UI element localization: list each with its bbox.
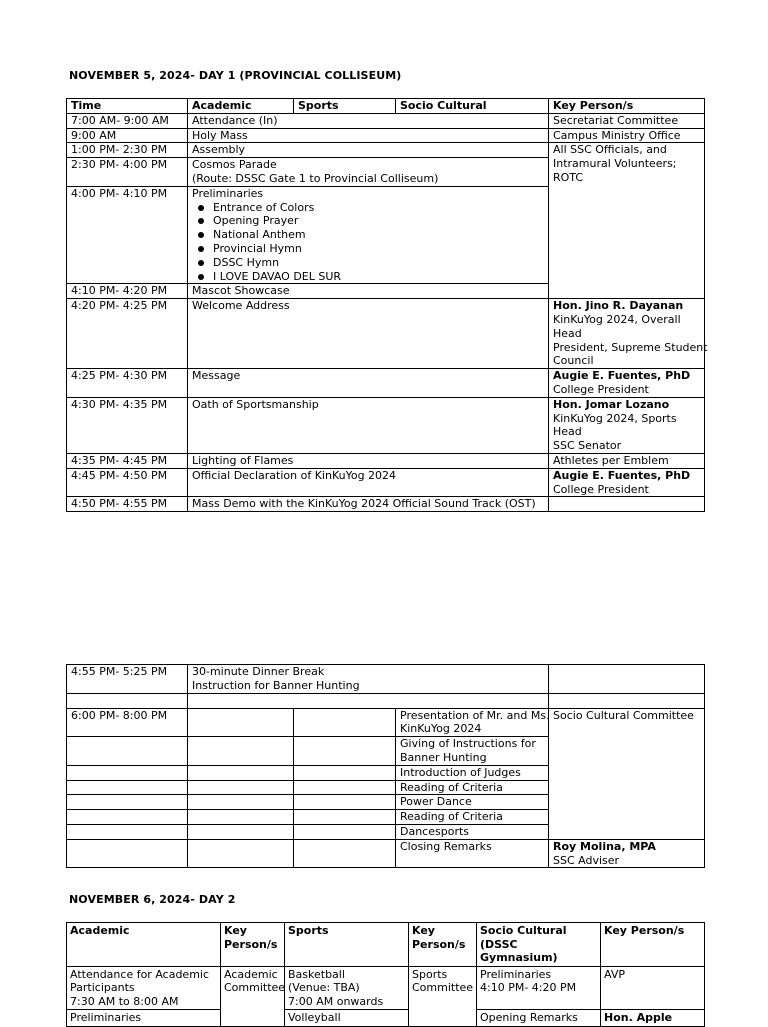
key-person-cell [549,839,705,868]
socio-cell: Dancesports [396,824,549,839]
academic-line: Attendance for Academic [70,967,210,981]
academic-cell [188,810,294,825]
activity-line: Preliminaries [192,186,264,200]
time-cell [67,737,188,766]
table-row [67,453,705,468]
key-person-name: Augie E. Fuentes, PhD [553,369,691,383]
table-row [67,299,705,369]
key-person-line: Committee [412,981,474,994]
activity-cell: Message [188,369,549,398]
activity-cell: Welcome Address [188,299,549,369]
sports-cell [294,708,396,737]
day1-heading: NOVEMBER 5, 2024- DAY 1 (PROVINCIAL COLLISEUM) [69,69,402,82]
key-person-cell [549,397,705,453]
activity-line: 30-minute Dinner Break [192,665,325,678]
time-cell [67,780,188,795]
academic-cell [67,966,221,1010]
activity-cell [188,665,549,694]
socio-cell: Opening Remarks [477,1010,601,1027]
key-person-cell: Secretariat Committee [549,113,705,128]
header-sports: Sports [285,923,409,967]
activity-line: (Route: DSSC Gate 1 to Provincial Colliseum) [192,171,439,185]
key-person-cell: Campus Ministry Office [549,128,705,143]
key-person-line: College President [553,482,649,496]
activity-cell: Holy Mass [188,128,549,143]
key-person-cell: Athletes per Emblem [549,453,705,468]
key-person-line: Council [553,354,594,368]
sports-cell [294,839,396,868]
socio-line: Banner Hunting [400,750,487,764]
activity-cell: Oath of Sportsmanship [188,397,549,453]
day2-heading: NOVEMBER 6, 2024- DAY 2 [69,893,236,906]
time-cell: 4:10 PM- 4:20 PM [67,284,188,299]
academic-cell [188,839,294,868]
socio-cell: Reading of Criteria [396,810,549,825]
header-socio-cultural: Socio Cultural [396,99,549,114]
socio-line: Giving of Instructions for [400,737,536,751]
socio-cell [477,966,601,1010]
time-cell: 4:55 PM- 5:25 PM [67,665,188,694]
time-cell [67,810,188,825]
activity-line: Cosmos Parade [192,158,277,172]
socio-line: 4:10 PM- 4:20 PM [480,981,577,994]
table-row [67,113,705,128]
key-person-line: Head [553,425,582,439]
header-key-persons [221,923,285,967]
table-row [67,665,705,694]
table-row [67,693,705,708]
header-time: Time [67,99,188,114]
day1-schedule-table [66,98,708,512]
header-line: Key [224,924,247,937]
academic-cell [188,795,294,810]
header-line: Key [412,924,435,937]
academic-cell [188,780,294,795]
sports-line: (Venue: TBA) [288,981,360,994]
table-row [67,128,705,143]
activity-cell: Mass Demo with the KinKuYog 2024 Official Sound Track (OST) [188,497,549,512]
activity-cell: Lighting of Flames [188,453,549,468]
time-cell [67,795,188,810]
sports-cell [294,765,396,780]
key-person-line: Intramural Volunteers; [553,157,677,171]
table-row [67,966,705,1010]
sports-cell: Volleyball [285,1010,409,1027]
header-academic: Academic [67,923,221,967]
evening-schedule-table [66,664,705,868]
key-person-name: Augie E. Fuentes, PhD [553,468,691,482]
list-item: DSSC Hymn [192,256,544,270]
header-line: Person/s [412,937,466,951]
time-cell: 4:20 PM- 4:25 PM [67,299,188,369]
socio-cell [396,737,549,766]
header-key-persons [409,923,477,967]
activity-cell: Mascot Showcase [188,284,549,299]
time-cell: 4:00 PM- 4:10 PM [67,186,188,284]
key-person-line: KinKuYog 2024, Overall [553,312,681,326]
table-row [67,369,705,398]
key-person-cell [549,299,708,369]
socio-cell [396,708,549,737]
key-person-line: KinKuYog 2024, Sports [553,411,677,425]
socio-cell: Power Dance [396,795,549,810]
header-socio-cultural [477,923,601,967]
time-cell: 4:45 PM- 4:50 PM [67,468,188,497]
sports-cell [285,966,409,1010]
header-line: Gymnasium) [480,951,558,964]
key-person-cell [549,497,705,512]
key-person-name: Roy Molina, MPA [553,839,656,853]
key-person-cell [221,966,285,1026]
socio-cell: Reading of Criteria [396,780,549,795]
time-cell [67,693,188,708]
academic-cell [188,765,294,780]
time-cell: 7:00 AM- 9:00 AM [67,113,188,128]
list-item: National Anthem [192,228,544,242]
activity-cell [188,693,549,708]
time-cell: 1:00 PM- 2:30 PM [67,143,188,158]
time-cell: 4:25 PM- 4:30 PM [67,369,188,398]
key-person-line: Committee [224,981,286,994]
key-person-line: SSC Adviser [553,853,620,867]
activity-cell [188,158,549,187]
key-person-name: Hon. Jomar Lozano [553,397,670,411]
time-cell [67,824,188,839]
time-cell: 4:30 PM- 4:35 PM [67,397,188,453]
header-key-persons: Key Person/s [601,923,705,967]
list-item: I LOVE DAVAO DEL SUR [192,270,544,284]
key-person-line: Head [553,326,582,340]
key-person-cell [549,143,705,299]
activity-line: Instruction for Banner Hunting [192,678,360,692]
header-line: (DSSC [480,937,518,951]
key-person-cell: AVP [601,966,705,1010]
sports-cell [294,810,396,825]
table-header-row [67,99,705,114]
socio-line: Preliminaries [480,967,552,981]
table-row [67,397,705,453]
table-row [67,468,705,497]
sports-cell [294,780,396,795]
key-person-cell [409,966,477,1026]
table-row [67,708,705,737]
table-header-row [67,923,705,967]
activity-cell: Assembly [188,143,549,158]
sports-cell [294,795,396,810]
academic-line: Participants [70,981,135,994]
key-person-line: ROTC [553,170,584,184]
key-person-line: Academic [224,967,278,981]
table-row [67,143,705,158]
key-person-cell [549,468,705,497]
header-line: Person/s [224,937,278,951]
key-person-cell: Socio Cultural Committee [549,708,705,839]
academic-cell [188,737,294,766]
academic-cell [188,824,294,839]
academic-line: 7:30 AM to 8:00 AM [70,994,179,1008]
table-row [67,497,705,512]
time-cell: 6:00 PM- 8:00 PM [67,708,188,737]
key-person-name: Hon. Apple [604,1011,673,1024]
header-academic: Academic [188,99,294,114]
list-item: Provincial Hymn [192,242,544,256]
time-cell [67,839,188,868]
sports-line: Basketball [288,967,345,981]
header-key-persons: Key Person/s [549,99,705,114]
day2-schedule-table [66,922,705,1027]
key-person-line: College President [553,382,649,396]
key-person-cell [549,693,705,708]
key-person-line: All SSC Officials, and [553,143,667,157]
sports-cell [294,737,396,766]
activity-cell: Attendance (In) [188,113,549,128]
activity-cell [188,186,549,284]
time-cell: 9:00 AM [67,128,188,143]
list-item: Entrance of Colors [192,201,544,215]
socio-cell: Closing Remarks [396,839,549,868]
sports-cell [294,824,396,839]
preliminaries-list [192,201,544,284]
header-line: Socio Cultural [480,924,567,937]
socio-cell: Introduction of Judges [396,765,549,780]
time-cell: 4:50 PM- 4:55 PM [67,497,188,512]
list-item: Opening Prayer [192,214,544,228]
key-person-line: Sports [412,967,448,981]
key-person-line: President, Supreme Student [553,340,708,354]
key-person-cell [549,369,705,398]
activity-cell: Official Declaration of KinKuYog 2024 [188,468,549,497]
time-cell [67,765,188,780]
socio-line: KinKuYog 2024 [400,722,482,736]
header-sports: Sports [294,99,396,114]
sports-line: 7:00 AM onwards [288,994,384,1008]
time-cell: 4:35 PM- 4:45 PM [67,453,188,468]
time-cell: 2:30 PM- 4:00 PM [67,158,188,187]
table-row [67,839,705,868]
key-person-name: Hon. Jino R. Dayanan [553,299,684,313]
academic-cell [188,708,294,737]
key-person-line: SSC Senator [553,439,622,453]
socio-line: Presentation of Mr. and Ms. [400,708,550,722]
academic-cell: Preliminaries [67,1010,221,1027]
key-person-cell [549,665,705,694]
